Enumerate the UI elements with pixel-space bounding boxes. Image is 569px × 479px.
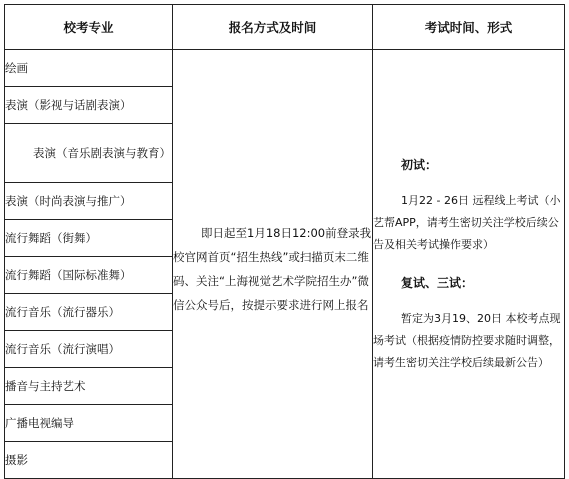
first-round-text: 1月22 - 26日 远程线上考试（小艺帮APP，请考生密切关注学校后续公告及相关考试操作要求） bbox=[373, 194, 561, 251]
major-cell-photography: 摄影 bbox=[5, 442, 173, 479]
second-round-title: 复试、三试： bbox=[401, 276, 474, 290]
major-cell-film-drama: 表演（影视与话剧表演） bbox=[5, 87, 173, 124]
major-cell-painting: 绘画 bbox=[5, 50, 173, 87]
header-method: 报名方式及时间 bbox=[173, 5, 373, 50]
major-cell-ballroom: 流行舞蹈（国际标准舞） bbox=[5, 257, 173, 294]
major-cell-instrumental: 流行音乐（流行器乐） bbox=[5, 294, 173, 331]
first-round-title: 初试： bbox=[401, 158, 438, 172]
registration-text: 即日起至1月18日12:00前登录我校官网首页“招生热线”或扫描页末二维码、关注“上海视觉艺术学院招生办”微信公众号后，按提示要求进行网上报名 bbox=[173, 226, 372, 312]
major-cell-broadcasting: 播音与主持艺术 bbox=[5, 368, 173, 405]
header-row bbox=[5, 5, 565, 50]
header-exam: 考试时间、形式 bbox=[373, 5, 565, 50]
major-cell-vocal: 流行音乐（流行演唱） bbox=[5, 331, 173, 368]
admission-table bbox=[4, 4, 565, 479]
major-cell-street-dance: 流行舞蹈（街舞） bbox=[5, 220, 173, 257]
major-cell-musical: 表演（音乐剧表演与教育） bbox=[5, 124, 173, 183]
second-round-text: 暂定为3月19、20日 本校考点现场考试（根据疫情防控要求随时调整，请考生密切关注学校后续最新公告） bbox=[373, 312, 561, 369]
exam-cell bbox=[373, 50, 565, 479]
table-row bbox=[5, 50, 565, 87]
major-cell-tv-directing: 广播电视编导 bbox=[5, 405, 173, 442]
major-cell-fashion: 表演（时尚表演与推广） bbox=[5, 183, 173, 220]
header-major: 校考专业 bbox=[5, 5, 173, 50]
registration-cell bbox=[173, 50, 373, 479]
